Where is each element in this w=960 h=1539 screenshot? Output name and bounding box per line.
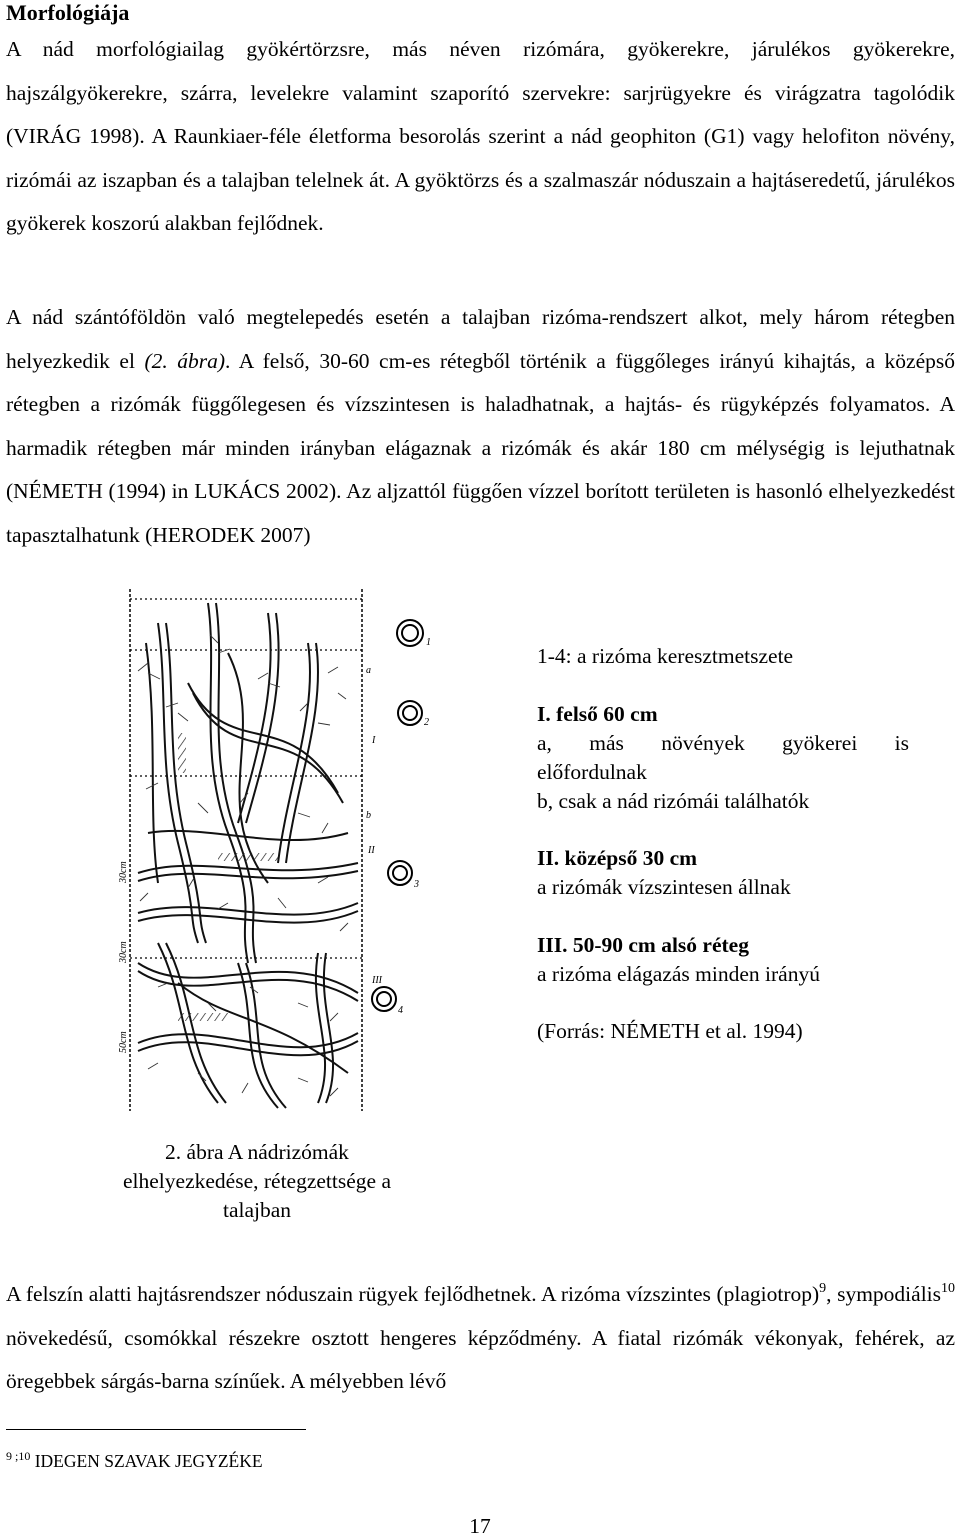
figure-source — [537, 1017, 909, 1046]
label-b: b — [366, 810, 371, 821]
legend-line-8: III. 50-90 cm alsó réteg — [537, 933, 749, 957]
label-a: a — [366, 665, 371, 676]
figure-legend-layer-1 — [537, 700, 909, 816]
legend-line-10: (Forrás: NÉMETH et al. 1994) — [537, 1019, 803, 1043]
paragraph-3-text-c: növekedésű, csomókkal részekre osztott hengeres képződmény. A fiatal rizómák vékonyak, fehérek, az öregebbek sárgás-barna színűek. A mélyebben lévő — [6, 1325, 955, 1393]
paragraph-2 — [6, 296, 955, 558]
figure-legend-layer-2 — [537, 844, 909, 902]
legend-line-9: a rizóma elágazás minden irányú — [537, 962, 820, 986]
caption-line-2: elhelyezkedése, rétegzettsége a — [123, 1169, 391, 1193]
label-2: 2 — [424, 717, 429, 728]
footnote-divider — [6, 1429, 306, 1430]
label-1: 1 — [426, 637, 431, 648]
footnote-ref-9[interactable]: 9 — [819, 1281, 827, 1296]
caption-line-3: talajban — [222, 1198, 292, 1222]
paragraph-2-text-b: . A felső, 30-60 cm-es rétegből történik a függőleges irányú kihajtás, a középső rétegben a rizómák függőlegesen és vízszintesen is haladhatnak, a hajtás- és rügyképzés folyamatos. A harmadik rétegben már minden irányban elágaznak a rizómák és akár 180 cm mélységig is lejuthatnak (NÉMETH (1994) in LUKÁCS 2002). Az aljzattól függően vízzel borított területen is hasonló elhelyezkedést tapasztalhatunk (HERODEK 2007) — [6, 348, 955, 547]
legend-line-2: I. felső 60 cm — [537, 702, 658, 726]
footnote-ref-10[interactable]: 10 — [941, 1281, 956, 1296]
page-number: 17 — [469, 1514, 491, 1538]
rhizome-figure — [118, 583, 450, 1123]
label-4: 4 — [398, 1005, 403, 1016]
footnote-text: IDEGEN SZAVAK JEGYZÉKE — [34, 1451, 263, 1471]
figure-reference: (2. ábra) — [144, 348, 226, 373]
paragraph-3 — [6, 1273, 955, 1404]
label-II: II — [368, 845, 375, 856]
label-50cm: 50cm — [118, 1031, 129, 1053]
legend-line-7: a rizómák vízszintesen állnak — [537, 875, 791, 899]
paragraph-3-text-a: A felszín alatti hajtásrendszer nóduszain rügyek fejlődhetnek. A rizóma vízszintes (plagiotrop) — [6, 1282, 820, 1306]
caption-line-1: 2. ábra A nádrizómák — [165, 1140, 349, 1164]
label-30cm-a: 30cm — [118, 861, 129, 883]
figure-legend — [537, 642, 909, 671]
legend-line-1: 1-4: a rizóma keresztmetszete — [537, 644, 794, 668]
paragraph-1: A nád morfológiailag gyökértörzsre, más néven rizómára, gyökerekre, járulékos gyökerekre, hajszálgyökerekre, szárra, levelekre valamint szaporító szervekre: sarjrügyekre és virágzatra tagolódik (VIRÁG 1998). A Raunkiaer-féle életforma besorolás szerint a nád geophiton (G1) vagy helofiton növény, rizómái az iszapban és a talajban telelnek át. A gyöktörzs és a szalmaszár nóduszain a hajtáseredetű, járulékos gyökerek koszorú alakban fejlődnek. — [6, 37, 955, 236]
footnote-markers: 9 ;10 — [6, 1449, 31, 1463]
label-3: 3 — [414, 879, 419, 890]
legend-line-5: b, csak a nád rizómái találhatók — [537, 789, 810, 813]
paragraph-2-text-a: A nád szántóföldön való megtelepedés esetén a talajban rizóma-rendszert alkot, mely három rétegben helyezkedik el — [6, 305, 955, 373]
label-30cm-b: 30cm — [118, 941, 129, 963]
legend-line-6: II. középső 30 cm — [537, 846, 698, 870]
paragraph-3-text-b: , sympodiális — [826, 1282, 942, 1306]
figure-legend-layer-3 — [537, 931, 909, 989]
label-III: III — [372, 975, 382, 986]
label-I: I — [372, 735, 376, 746]
footnote — [6, 1445, 263, 1472]
figure-caption — [92, 1138, 422, 1225]
legend-line-3: a, más növények gyökerei is — [537, 731, 909, 755]
legend-line-4: előfordulnak — [537, 760, 647, 784]
section-heading: Morfológiája — [6, 0, 130, 25]
